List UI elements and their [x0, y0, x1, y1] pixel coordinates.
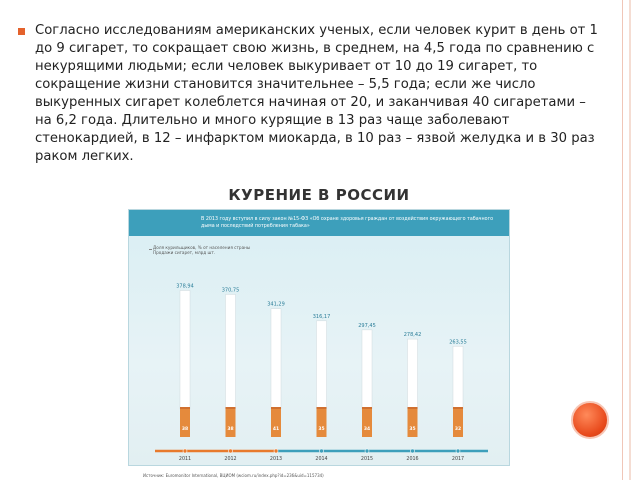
bullet-icon — [18, 28, 25, 35]
share-label: 34 — [363, 427, 371, 432]
slide-paragraph: Согласно исследованиям американских ученых, если человек курит в день от 1 до 9 сигарет, то сокращает свою жизнь, в среднем, на 4,5 года по сравнению с некурящими людьми; если человек выкуривает от 10 до 19 сигарет, то сокращение жизни становится значительнее – 5,5 года; если же число выкуренных сигарет колеблется начиная от 20, и заканчивая 40 сигаретами – на 6,2 года. Длительно и много курящие в 13 раз чаще заболевают стенокардией, в 12 – инфарктом миокарда, в 10 раз – язвой желудка и в 30 раз раком легких. — [35, 23, 598, 164]
cigarette-paper — [408, 339, 418, 409]
cigarette-filter — [271, 409, 281, 437]
timeline-tick — [365, 449, 369, 453]
timeline-tick — [456, 449, 460, 453]
cigarette-paper — [362, 330, 372, 409]
infographic-panel — [128, 209, 510, 478]
year-label: 2017 — [451, 457, 465, 462]
year-label: 2013 — [269, 457, 283, 462]
share-label: 38 — [181, 427, 189, 432]
cigarette-paper — [226, 294, 236, 409]
cigarette-band — [453, 407, 463, 409]
cigarette-paper — [271, 309, 281, 409]
cigarette-filter — [180, 409, 190, 437]
sales-label: 297,45 — [358, 322, 376, 329]
cigarette-paper — [317, 321, 327, 409]
cigarette-filter — [408, 409, 418, 437]
timeline-tick — [411, 449, 415, 453]
cigarette-band — [317, 407, 327, 409]
cigarette-filter — [453, 409, 463, 437]
cigarette-filter — [362, 409, 372, 437]
timeline-tick — [229, 449, 233, 453]
year-label: 2015 — [360, 457, 374, 462]
sales-label: 316,17 — [312, 313, 331, 320]
sales-label: 378,94 — [176, 283, 194, 290]
cigarette-chart — [129, 236, 511, 468]
infographic-title: КУРЕНИЕ В РОССИИ — [228, 186, 410, 204]
cigarette-filter — [317, 409, 327, 437]
share-label: 35 — [409, 427, 416, 432]
share-label: 38 — [227, 427, 234, 432]
slide-right-border — [622, 0, 640, 480]
year-label: 2011 — [178, 457, 192, 462]
year-label: 2012 — [224, 457, 237, 462]
cigarette-band — [226, 407, 236, 409]
slide-body — [18, 22, 598, 166]
cigarette-paper — [180, 291, 190, 409]
share-label: 35 — [318, 427, 325, 432]
year-label: 2014 — [315, 457, 328, 462]
year-label: 2016 — [406, 457, 419, 462]
cigarette-band — [362, 407, 372, 409]
cigarette-paper — [453, 346, 463, 409]
infographic-header: В 2013 году вступил в силу закон №15-ФЗ «Об охране здоровья граждан от воздействия окружающего табачного дыма и последствий потребления табака» — [129, 210, 509, 236]
sales-label: 263,55 — [449, 339, 467, 346]
share-label: 32 — [454, 427, 462, 432]
slide-border-stripe — [629, 0, 631, 480]
legend-smokers: Доля курильщиков, % от населения страны — [153, 245, 251, 250]
timeline-tick — [320, 449, 324, 453]
sales-label: 341,29 — [267, 301, 285, 308]
infographic-source: Источник: Euromonitor International, ВЦИОМ (wciom.ru/index.php?id=236&uid=115734) — [143, 473, 324, 478]
sales-label: 370,75 — [221, 287, 240, 294]
timeline-tick — [183, 449, 187, 453]
bullet-item — [18, 22, 598, 166]
cigarette-band — [271, 407, 281, 409]
timeline-tick — [274, 449, 278, 453]
decorative-circle — [571, 401, 609, 439]
cigarette-band — [408, 407, 418, 409]
cigarette-filter — [226, 409, 236, 437]
sales-label: 278,42 — [403, 332, 422, 339]
cigarette-band — [180, 407, 190, 409]
legend-sales: Продажи сигарет, млрд шт. — [153, 250, 216, 255]
infographic-image — [128, 186, 510, 478]
share-label: 41 — [272, 427, 280, 432]
